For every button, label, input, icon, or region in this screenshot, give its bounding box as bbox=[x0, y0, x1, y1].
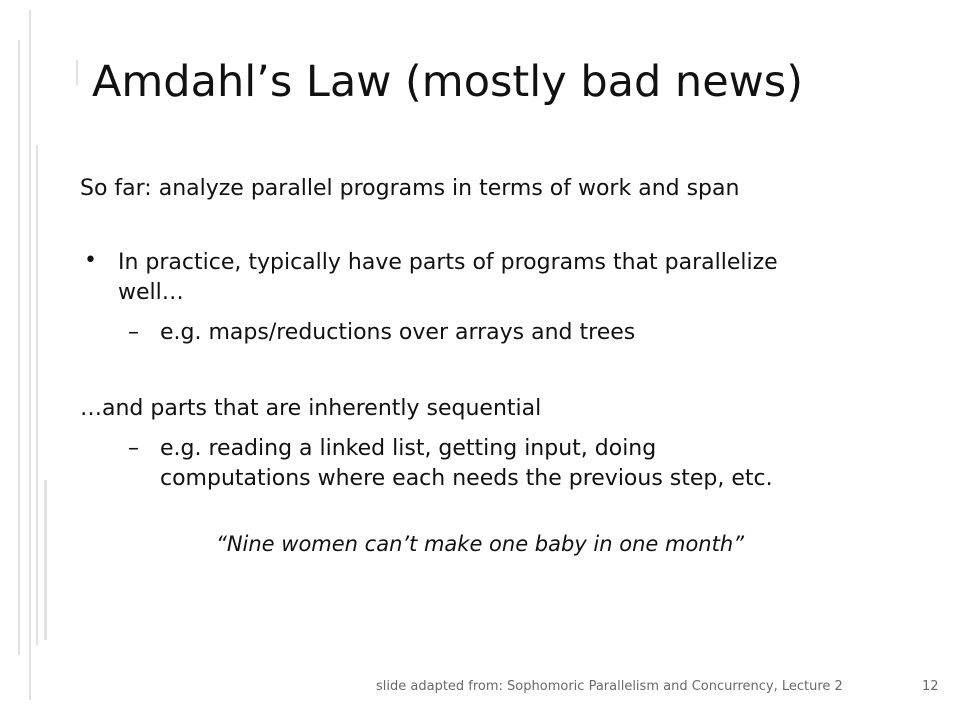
sub-item-text-line2: computations where each needs the previous step, etc. bbox=[160, 466, 773, 491]
decorative-line bbox=[76, 60, 78, 85]
decorative-line bbox=[44, 480, 47, 640]
sub-item-text-line1: e.g. reading a linked list, getting input, doing bbox=[160, 436, 657, 461]
slide-title: Amdahl’s Law (mostly bad news) bbox=[92, 57, 803, 107]
footer-source: slide adapted from: Sophomoric Parallelism and Concurrency, Lecture 2 bbox=[376, 679, 843, 694]
bullet-text-line2: well… bbox=[118, 280, 184, 305]
sub-item-text: e.g. maps/reductions over arrays and trees bbox=[160, 320, 636, 345]
page-number: 12 bbox=[922, 679, 939, 694]
intro-text: So far: analyze parallel programs in terms of work and span bbox=[80, 176, 740, 201]
decorative-line bbox=[29, 10, 31, 700]
dash-icon: – bbox=[128, 436, 139, 461]
decorative-line bbox=[36, 145, 38, 645]
quote-text: “Nine women can’t make one baby in one month” bbox=[215, 532, 745, 556]
sequential-intro-text: …and parts that are inherently sequential bbox=[80, 396, 542, 421]
decorative-line bbox=[18, 40, 20, 655]
bullet-icon: • bbox=[84, 248, 97, 273]
bullet-text-line1: In practice, typically have parts of programs that parallelize bbox=[118, 250, 778, 275]
dash-icon: – bbox=[128, 320, 139, 345]
